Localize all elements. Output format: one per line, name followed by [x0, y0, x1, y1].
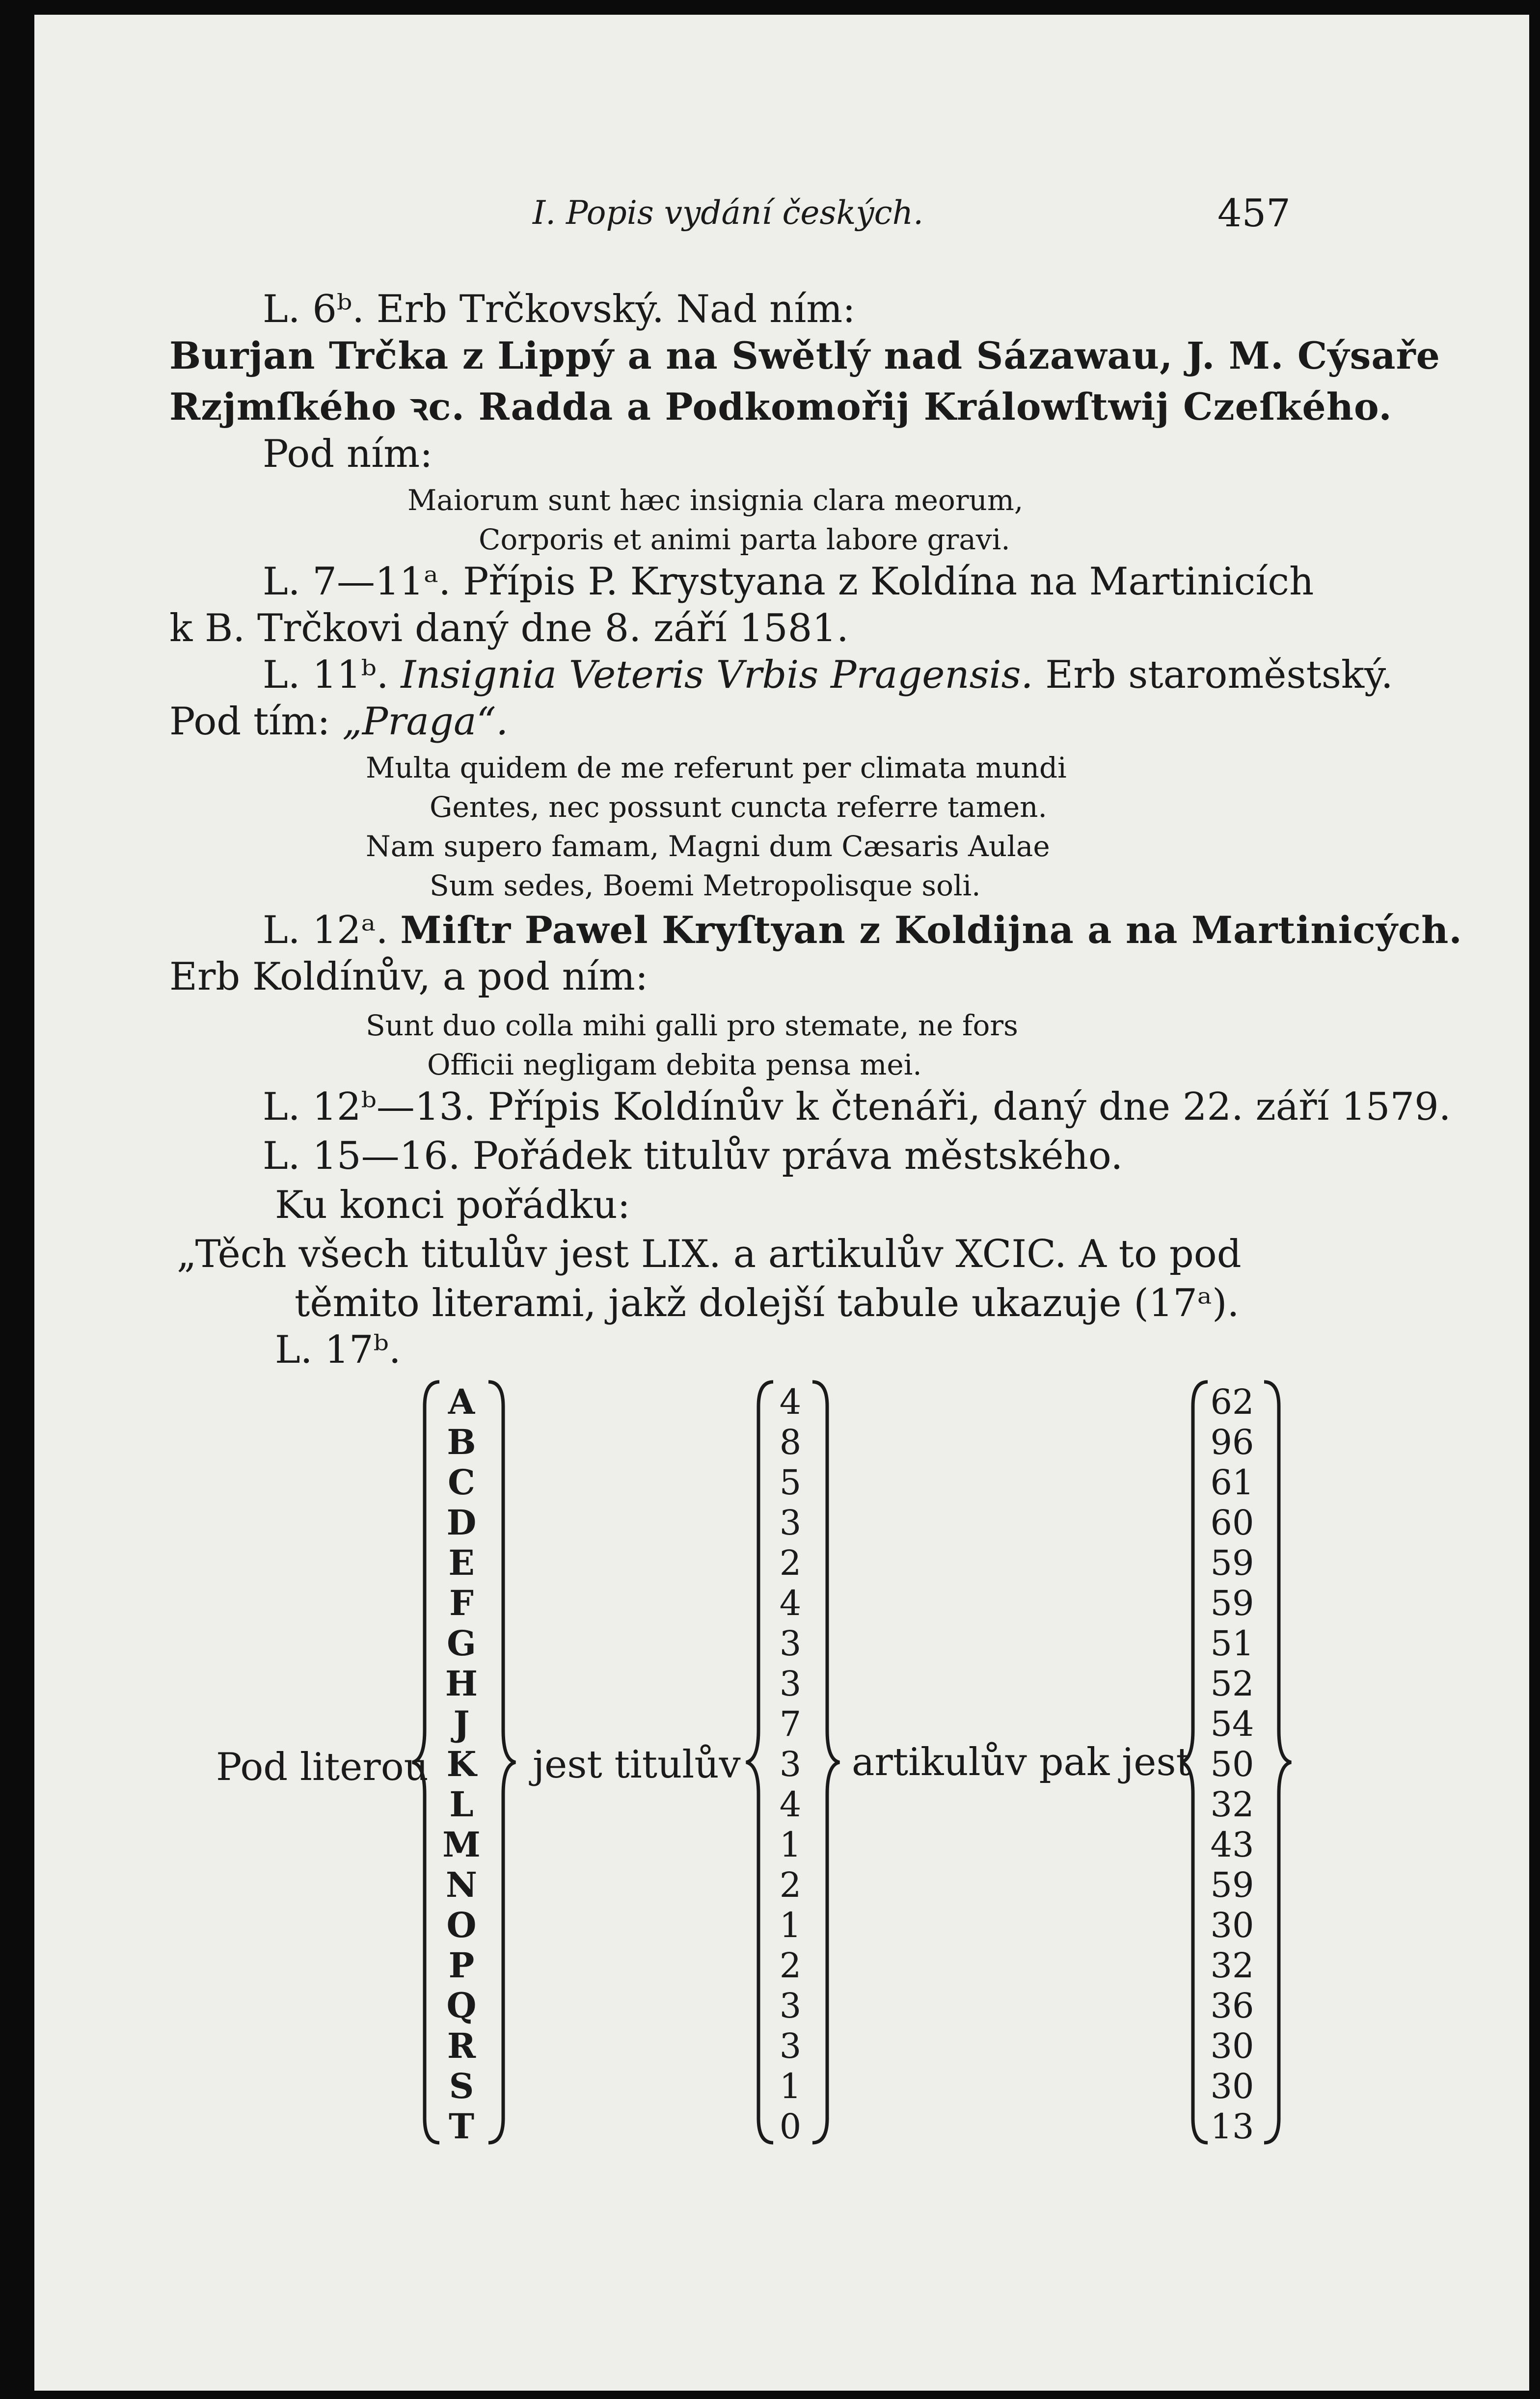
table-article-count: 96 [1210, 1422, 1254, 1462]
table-title-count: 2 [779, 1865, 802, 1905]
table-article-count: 59 [1210, 1543, 1254, 1583]
erb-koldinuv: Erb Koldínův, a pod ním: [169, 955, 648, 999]
table-letter: E [448, 1542, 475, 1583]
table-article-count: 61 [1210, 1462, 1254, 1503]
left-brace-articles [1178, 1377, 1213, 2148]
table-letter: B [447, 1422, 476, 1462]
l11b-italic: Insignia Veteris Vrbis Pragensis. [401, 653, 1033, 697]
verse-2a: Multa quidem de me referunt per climata mundi [366, 751, 1067, 784]
articles-column [1205, 1382, 1259, 2147]
praga: „Praga“. [342, 700, 509, 744]
table-article-count: 60 [1210, 1503, 1254, 1543]
table-title-count: 1 [779, 1905, 802, 1945]
left-brace-titles [744, 1377, 778, 2148]
table-letter: Q [446, 1985, 477, 2026]
table-title-count: 1 [779, 2066, 802, 2106]
table-title-count: 2 [779, 1543, 802, 1583]
table-article-count: 52 [1210, 1664, 1254, 1704]
l11b-suffix: Erb staroměstský. [1045, 653, 1393, 697]
table-article-count: 51 [1210, 1623, 1254, 1664]
table-letter: N [446, 1864, 477, 1905]
table-title-count: 4 [779, 1583, 802, 1623]
table-article-count: 30 [1210, 1905, 1254, 1945]
table-article-count: 59 [1210, 1865, 1254, 1905]
titles-column [773, 1382, 808, 2147]
table-article-count: 59 [1210, 1583, 1254, 1623]
table-title-count: 5 [779, 1462, 802, 1503]
entry-l6b: L. 6ᵇ. Erb Trčkovský. Nad ním: [263, 287, 856, 331]
verse-2d: Sum sedes, Boemi Metropolisque soli. [430, 869, 981, 902]
right-brace-letters [484, 1377, 518, 2148]
entry-l7-11a-line1: L. 7—11ᵃ. Přípis P. Krystyana z Koldína na Martinicích [263, 560, 1314, 604]
right-brace-titles [808, 1377, 842, 2148]
entry-l17b: L. 17ᵇ. [275, 1328, 401, 1372]
table-letter: C [448, 1462, 475, 1503]
table-title-count: 8 [779, 1422, 802, 1462]
pod-tim: Pod tím: [169, 700, 330, 744]
verse-3b: Officii negligam debita pensa mei. [427, 1048, 922, 1081]
table-article-count: 43 [1210, 1825, 1254, 1865]
table-article-count: 32 [1210, 1784, 1254, 1825]
l12a-prefix: L. 12ᵃ. [263, 908, 388, 952]
left-brace-letters [410, 1377, 444, 2148]
table-letter: P [448, 1945, 475, 1986]
quote-line-2: těmito literami, jakž dolejší tabule ukazuje (17ᵃ). [295, 1281, 1240, 1325]
blackletter-line-1: Burjan Trčka z Lippý a na Swětlý nad Sázawau, J. M. Cýsaře [169, 334, 1441, 377]
table-title-count: 3 [779, 2026, 802, 2066]
table-letter: D [446, 1502, 477, 1543]
entry-l7-11a-line2: k B. Trčkovi daný dne 8. září 1581. [169, 606, 849, 650]
entry-l15-16: L. 15—16. Pořádek titulův práva městského. [263, 1134, 1123, 1178]
quote-line-1: „Těch všech titulův jest LIX. a artikulův XCIC. A to pod [177, 1232, 1242, 1276]
verse-1b: Corporis et animi parta labore gravi. [479, 523, 1010, 556]
table-article-count: 36 [1210, 1986, 1254, 2026]
table-letter: J [453, 1703, 470, 1744]
running-title: I. Popis vydání českých. [533, 194, 924, 232]
table-letter: O [446, 1905, 477, 1945]
table-title-count: 1 [779, 1825, 802, 1865]
entry-l12a [263, 908, 1462, 952]
table-title-count: 3 [779, 1664, 802, 1704]
table-article-count: 54 [1210, 1704, 1254, 1744]
table-title-count: 7 [779, 1704, 802, 1744]
table-letter: H [445, 1663, 478, 1704]
table-title-count: 3 [779, 1623, 802, 1664]
table-letter: L [449, 1784, 474, 1825]
table-title-count: 4 [779, 1784, 802, 1825]
label-artikulu: artikulův pak jest [852, 1740, 1191, 1784]
table-letter: M [442, 1824, 481, 1865]
l11b-prefix: L. 11ᵇ. [263, 653, 389, 697]
table-article-count: 62 [1210, 1382, 1254, 1422]
l12a-blackletter: Miſtr Pawel Kryſtyan z Koldijna a na Martinicých. [400, 908, 1462, 952]
table-title-count: 3 [779, 1744, 802, 1784]
table-article-count: 30 [1210, 2026, 1254, 2066]
pod-nim-1: Pod ním: [263, 432, 433, 476]
table-title-count: 3 [779, 1986, 802, 2026]
table-article-count: 32 [1210, 1945, 1254, 1986]
entry-l11b [263, 653, 1393, 697]
table-title-count: 0 [779, 2106, 802, 2147]
table-letter: S [449, 2066, 474, 2106]
entry-l12b-13: L. 12ᵇ—13. Přípis Koldínův k čtenáři, daný dne 22. září 1579. [263, 1085, 1451, 1129]
ku-konci: Ku konci pořádku: [275, 1183, 630, 1227]
verse-2c: Nam supero famam, Magni dum Cæsaris Aulae [366, 830, 1050, 863]
verse-2b: Gentes, nec possunt cuncta referre tamen. [430, 790, 1047, 824]
page-number: 457 [1217, 191, 1291, 236]
table-letter: R [447, 2025, 476, 2066]
right-brace-articles [1259, 1377, 1294, 2148]
label-pod-literou: Pod literou [216, 1745, 429, 1789]
label-jest-titulu: jest titulův [533, 1743, 741, 1787]
verse-1a: Maiorum sunt hæc insignia clara meorum, [407, 484, 1024, 517]
letters-column [439, 1382, 484, 2147]
table-letter: A [448, 1381, 475, 1422]
blackletter-line-2: Rzjmſkého ꝛc. Radda a Podkomořij Králowſtwij Czeſkého. [169, 385, 1392, 429]
table-letter: K [446, 1744, 477, 1784]
table-letter: T [448, 2106, 475, 2147]
pod-tim-line [169, 700, 508, 744]
table-title-count: 3 [779, 1503, 802, 1543]
table-letter: G [447, 1623, 476, 1664]
table-letter: F [449, 1583, 474, 1623]
table-article-count: 50 [1210, 1744, 1254, 1784]
table-article-count: 13 [1210, 2106, 1254, 2147]
table-article-count: 30 [1210, 2066, 1254, 2106]
table-title-count: 4 [779, 1382, 802, 1422]
table-title-count: 2 [779, 1945, 802, 1986]
verse-3a: Sunt duo colla mihi galli pro stemate, ne fors [366, 1009, 1018, 1042]
